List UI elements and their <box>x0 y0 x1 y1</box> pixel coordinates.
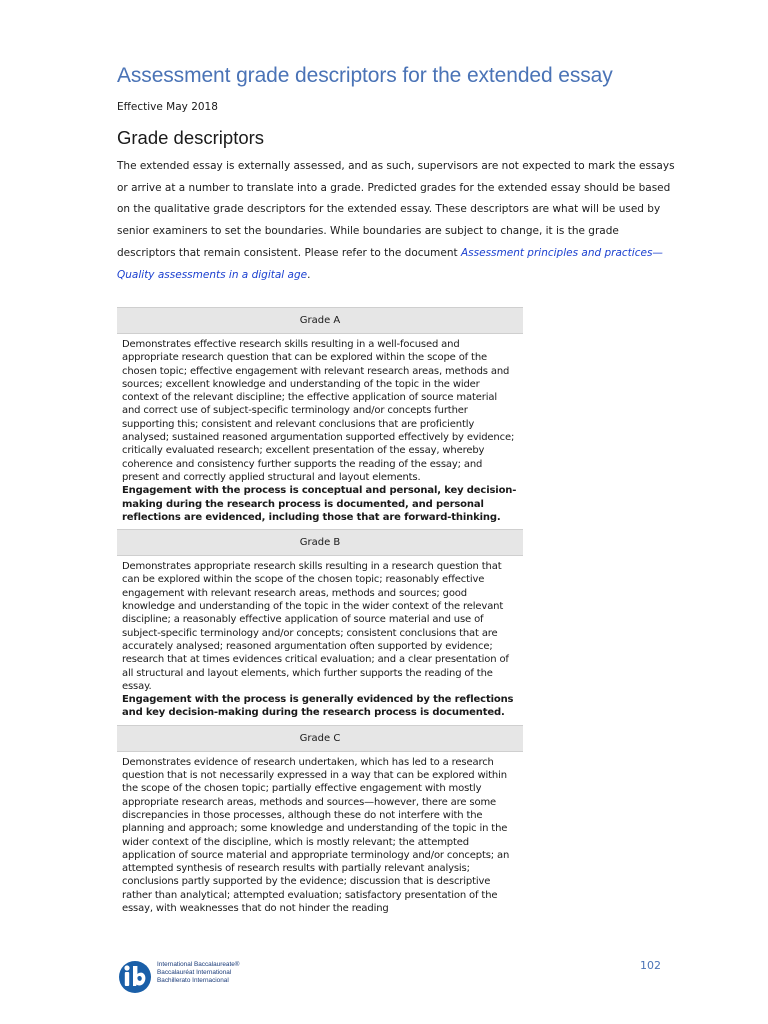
ib-wordmark <box>157 961 240 986</box>
grade-a-description: Demonstrates effective research skills resulting in a well-focused and appropriate research question that can be explored within the scope of the chosen topic; effective engagement with relevant research areas, methods and sources; excellent knowledge and understanding of the topic in the wider context of the relevant discipline; the effective application of source material and correct use of subject-specific terminology and/or concepts further supporting this; consistent and relevant conclusions that are proficiently analysed; sustained reasoned argumentation supported effectively by evidence; critically evaluated research; excellent presentation of the essay, whereby coherence and consistency further supports the reading of the essay; and present and correctly applied structural and layout elements. <box>122 339 515 483</box>
page-title: Assessment grade descriptors for the extended essay <box>117 64 613 87</box>
grade-a-header: Grade A <box>117 307 523 334</box>
grade-a-engagement: Engagement with the process is conceptual and personal, key decision-making during the research process is documented, and personal reflections are evidenced, including those that are forward-thinking. <box>122 485 517 523</box>
intro-end: . <box>307 268 311 281</box>
grade-descriptor-table <box>117 307 523 920</box>
effective-date: Effective May 2018 <box>117 101 218 113</box>
intro-text: The extended essay is externally assessed, and as such, supervisors are not expected to mark the essays or arrive at a number to translate into a grade. Predicted grades for the extended essay should be based on the qualitative grade descriptors for the extended essay. These descriptors are what will be used by senior examiners to set the boundaries. While boundaries are subject to change, it is the grade descriptors that remain consistent. Please refer to the document <box>117 160 675 259</box>
grade-c-header: Grade C <box>117 725 523 752</box>
ib-line-en: International Baccalaureate® <box>157 961 240 968</box>
grade-b-description: Demonstrates appropriate research skills resulting in a research question that can be explored within the scope of the chosen topic; reasonably effective engagement with relevant research areas, methods and sources; good knowledge and understanding of the topic in the wider context of the relevant discipline; a reasonably effective application of source material and use of subject-specific terminology and/or concepts; consistent conclusions that are accurately analysed; reasoned argumentation often supported by evidence; research that at times evidences critical evaluation; and a clear presentation of all structural and layout elements, which further supports the reading of the essay. <box>122 561 509 692</box>
page-number: 102 <box>640 959 661 972</box>
ib-line-es: Bachillerato Internacional <box>157 977 229 985</box>
document-link[interactable]: Assessment principles and practices—Quality assessments in a digital age <box>117 246 663 281</box>
grade-a-body <box>117 334 523 529</box>
intro-paragraph <box>117 156 677 286</box>
grade-b-header: Grade B <box>117 529 523 556</box>
section-heading: Grade descriptors <box>117 127 265 148</box>
grade-b-engagement: Engagement with the process is generally evidenced by the reflections and key decision-making during the research process is documented. <box>122 694 514 719</box>
grade-b-body <box>117 556 523 725</box>
ib-line-fr: Baccalauréat International <box>157 969 232 977</box>
grade-c-body <box>117 752 523 921</box>
grade-c-description: Demonstrates evidence of research undertaken, which has led to a research question that is not necessarily expressed in a way that can be explored within the scope of the chosen topic; partially effective engagement with mostly appropriate research areas, methods and sources—however, there are some discrepancies in those processes, although these do not interfere with the planning and approach; some knowledge and understanding of the topic in the wider context of the discipline, which is mostly relevant; the attempted application of source material and appropriate terminology and/or concepts; an attempted synthesis of research results with partially relevant analysis; conclusions partly supported by the evidence; discussion that is descriptive rather than analytical; attempted evaluation; satisfactory presentation of the essay, with weaknesses that do not hinder the reading <box>122 756 510 914</box>
